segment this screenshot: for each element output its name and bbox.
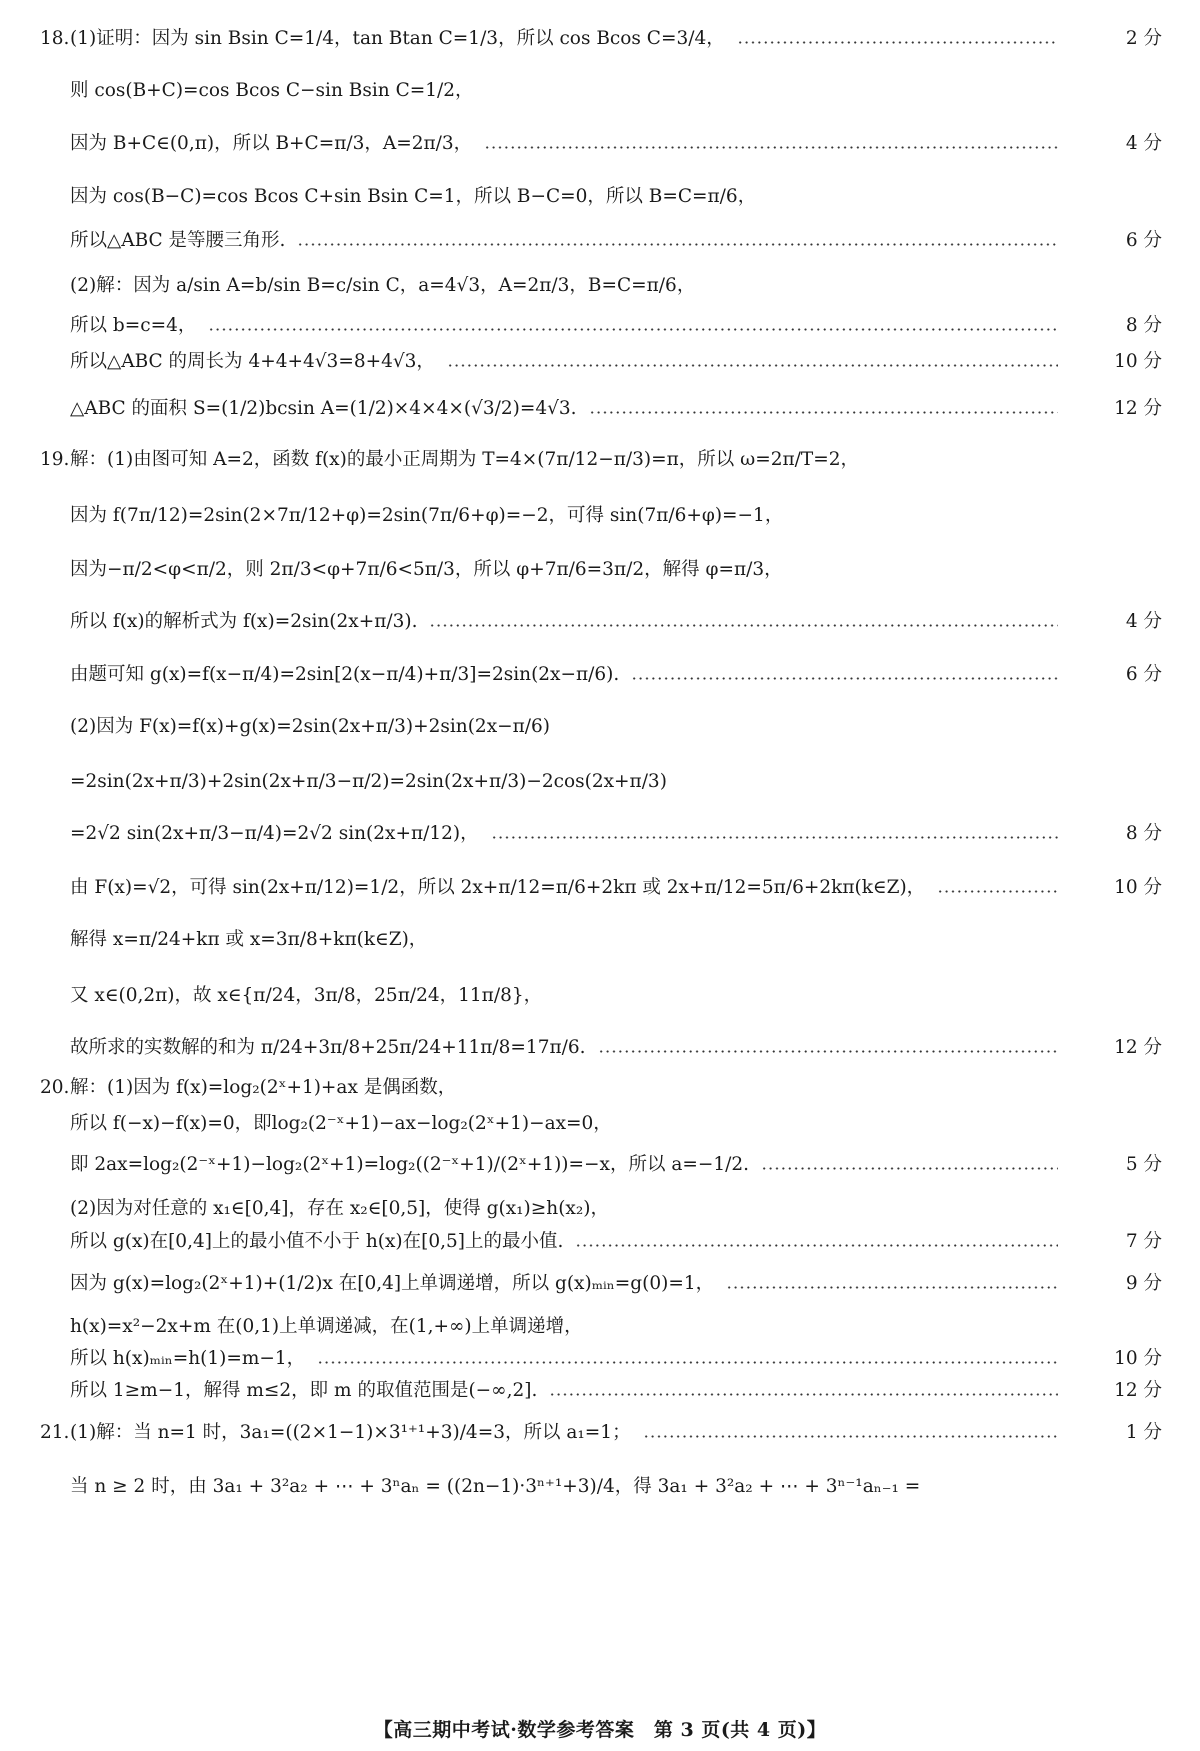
leader-dots: [317, 1361, 1058, 1364]
score-points: 7 分: [1125, 1231, 1162, 1252]
line-text: 当 n ≥ 2 时，由 3a₁ + 3²a₂ + ⋯ + 3ⁿaₙ = ((2n−1)·3ⁿ⁺¹+3)/4，得 3a₁ + 3²a₂ + ⋯ + 3ⁿ⁻¹aₙ₋₁ =: [70, 1476, 921, 1497]
line-text: h(x)=x²−2x+m 在(0,1)上单调递减，在(1,+∞)上单调递增，: [70, 1316, 583, 1337]
solution-line: [0, 927, 1200, 953]
line-text: 故所求的实数解的和为 π/24+3π/8+25π/24+11π/8=17π/6.: [70, 1037, 586, 1058]
line-text: (2)因为 F(x)=f(x)+g(x)=2sin(2x+π/3)+2sin(2x−π/6): [70, 716, 551, 737]
line-text: (2)因为对任意的 x₁∈[0,4]，存在 x₂∈[0,5]，使得 g(x₁)≥h(x₂)，: [70, 1198, 609, 1219]
leader-dots: [643, 1435, 1058, 1438]
page-footer: 【高三期中考试·数学参考答案 第 3 页(共 4 页)】: [373, 1719, 827, 1741]
line-text: 因为 g(x)=log₂(2ˣ+1)+(1/2)x 在[0,4]上单调递增，所以 g(x)ₘᵢₙ=g(0)=1，: [70, 1273, 715, 1294]
line-text: (1)证明：因为 sin Bsin C=1/4，tan Btan C=1/3，所以 cos Bcos C=3/4，: [70, 28, 725, 49]
line-text: 所以 b=c=4，: [70, 315, 197, 336]
solution-line: [0, 78, 1200, 104]
solution-line: [0, 983, 1200, 1009]
line-text: 因为 f(7π/12)=2sin(2×7π/12+φ)=2sin(7π/6+φ)=−2，可得 sin(7π/6+φ)=−1，: [70, 505, 784, 526]
solution-line: [0, 1152, 1200, 1178]
leader-dots: [447, 364, 1058, 367]
solution-line: [0, 662, 1200, 688]
question-number: 21.: [40, 1422, 70, 1443]
leader-dots: [631, 677, 1058, 680]
solution-line: [0, 1378, 1200, 1404]
line-text: 解：(1)由图可知 A=2，函数 f(x)的最小正周期为 T=4×(7π/12−π/3)=π，所以 ω=2π/T=2，: [70, 449, 860, 470]
leader-dots: [549, 1393, 1058, 1396]
solution-line: [0, 1420, 1200, 1446]
score-points: 10 分: [1114, 1348, 1162, 1369]
score-points: 10 分: [1114, 877, 1162, 898]
score-points: 12 分: [1114, 1037, 1162, 1058]
leader-dots: [726, 1286, 1058, 1289]
line-text: (1)解：当 n=1 时，3a₁=((2×1−1)×3¹⁺¹+3)/4=3，所以 a₁=1；: [70, 1422, 631, 1443]
question-number: 20.: [40, 1077, 70, 1098]
line-text: 则 cos(B+C)=cos Bcos C−sin Bsin C=1/2，: [70, 80, 474, 101]
solution-line: [0, 1314, 1200, 1340]
score-points: 10 分: [1114, 351, 1162, 372]
leader-dots: [937, 890, 1058, 893]
solution-line: [0, 349, 1200, 375]
solution-line: [0, 1346, 1200, 1372]
score-points: 4 分: [1125, 611, 1162, 632]
line-text: 因为 cos(B−C)=cos Bcos C+sin Bsin C=1，所以 B−C=0，所以 B=C=π/6，: [70, 186, 757, 207]
score-points: 5 分: [1125, 1154, 1162, 1175]
line-text: 所以△ABC 是等腰三角形.: [70, 230, 286, 251]
solution-line: [0, 447, 1200, 473]
line-text: 即 2ax=log₂(2⁻ˣ+1)−log₂(2ˣ+1)=log₂((2⁻ˣ+1)/(2ˣ+1))=−x，所以 a=−1/2.: [70, 1154, 750, 1175]
line-text: 所以 h(x)ₘᵢₙ=h(1)=m−1，: [70, 1348, 306, 1369]
solution-line: [0, 184, 1200, 210]
solution-line: [0, 769, 1200, 795]
score-points: 4 分: [1125, 133, 1162, 154]
line-text: 所以 g(x)在[0,4]上的最小值不小于 h(x)在[0,5]上的最小值.: [70, 1231, 564, 1252]
line-text: 所以 f(−x)−f(x)=0，即log₂(2⁻ˣ+1)−ax−log₂(2ˣ+1)−ax=0，: [70, 1113, 612, 1134]
line-text: 所以△ABC 的周长为 4+4+4√3=8+4√3，: [70, 351, 435, 372]
leader-dots: [484, 146, 1058, 149]
line-text: =2√2 sin(2x+π/3−π/4)=2√2 sin(2x+π/12)，: [70, 823, 479, 844]
solution-line: [0, 714, 1200, 740]
solution-line: [0, 1035, 1200, 1061]
solution-line: [0, 313, 1200, 339]
line-text: 所以 1≥m−1，解得 m≤2，即 m 的取值范围是(−∞,2].: [70, 1380, 538, 1401]
leader-dots: [429, 624, 1058, 627]
line-text: =2sin(2x+π/3)+2sin(2x+π/3−π/2)=2sin(2x+π/3)−2cos(2x+π/3): [70, 771, 667, 792]
leader-dots: [491, 836, 1058, 839]
leader-dots: [598, 1050, 1058, 1053]
question-number: 18.: [40, 28, 70, 49]
solution-line: [0, 1196, 1200, 1222]
line-text: 所以 f(x)的解析式为 f(x)=2sin(2x+π/3).: [70, 611, 418, 632]
score-points: 8 分: [1125, 823, 1162, 844]
solution-line: [0, 875, 1200, 901]
solution-line: [0, 26, 1200, 52]
solution-line: [0, 131, 1200, 157]
solution-line: [0, 273, 1200, 299]
solution-line: [0, 1229, 1200, 1255]
leader-dots: [208, 328, 1058, 331]
solution-line: [0, 228, 1200, 254]
leader-dots: [297, 243, 1058, 246]
solution-line: [0, 396, 1200, 422]
leader-dots: [589, 411, 1058, 414]
line-text: 由题可知 g(x)=f(x−π/4)=2sin[2(x−π/4)+π/3]=2sin(2x−π/6).: [70, 664, 620, 685]
solution-line: [0, 1474, 1200, 1500]
leader-dots: [737, 41, 1058, 44]
score-points: 9 分: [1125, 1273, 1162, 1294]
line-text: 又 x∈(0,2π)，故 x∈{π/24，3π/8，25π/24，11π/8}，: [70, 985, 543, 1006]
score-points: 6 分: [1125, 230, 1162, 251]
leader-dots: [761, 1167, 1058, 1170]
solution-line: [0, 557, 1200, 583]
score-points: 2 分: [1125, 28, 1162, 49]
solution-line: [0, 1075, 1200, 1101]
solution-line: [0, 1271, 1200, 1297]
solution-line: [0, 609, 1200, 635]
line-text: (2)解：因为 a/sin A=b/sin B=c/sin C，a=4√3，A=2π/3，B=C=π/6，: [70, 275, 696, 296]
solution-line: [0, 821, 1200, 847]
line-text: 因为 B+C∈(0,π)，所以 B+C=π/3，A=2π/3，: [70, 133, 473, 154]
score-points: 8 分: [1125, 315, 1162, 336]
score-points: 12 分: [1114, 1380, 1162, 1401]
score-points: 1 分: [1125, 1422, 1162, 1443]
line-text: 解得 x=π/24+kπ 或 x=3π/8+kπ(k∈Z)，: [70, 929, 428, 950]
solution-line: [0, 1111, 1200, 1137]
line-text: 解：(1)因为 f(x)=log₂(2ˣ+1)+ax 是偶函数，: [70, 1077, 457, 1098]
score-points: 6 分: [1125, 664, 1162, 685]
score-points: 12 分: [1114, 398, 1162, 419]
line-text: 由 F(x)=√2，可得 sin(2x+π/12)=1/2，所以 2x+π/12=π/6+2kπ 或 2x+π/12=5π/6+2kπ(k∈Z)，: [70, 877, 926, 898]
question-number: 19.: [40, 449, 70, 470]
line-text: 因为−π/2<φ<π/2，则 2π/3<φ+7π/6<5π/3，所以 φ+7π/6=3π/2，解得 φ=π/3，: [70, 559, 783, 580]
solution-line: [0, 503, 1200, 529]
line-text: △ABC 的面积 S=(1/2)bcsin A=(1/2)×4×4×(√3/2)=4√3.: [70, 398, 577, 419]
leader-dots: [575, 1244, 1058, 1247]
